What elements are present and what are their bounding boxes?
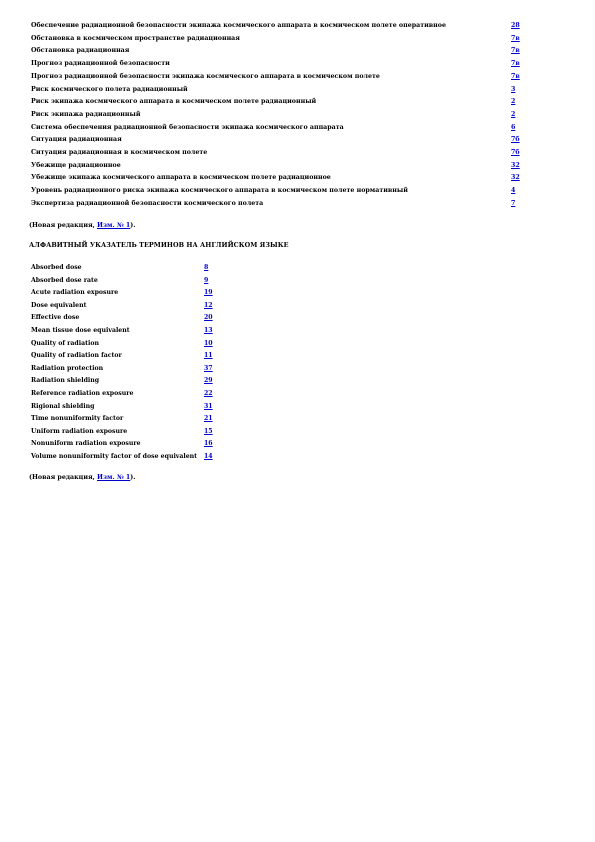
ru-index-row (31, 122, 520, 135)
term-number-link[interactable]: 7 (511, 199, 516, 207)
en-index-row (31, 350, 213, 363)
ru-index-row (31, 58, 520, 71)
ru-index-row (31, 109, 520, 122)
en-index-row (31, 413, 213, 426)
term-number-link[interactable]: 21 (204, 415, 213, 423)
revision-note (29, 474, 135, 481)
index-ref-cell (204, 338, 213, 351)
english-term-index (31, 262, 213, 464)
term-number-link[interactable]: 2 (511, 98, 516, 106)
ru-index-row (31, 185, 520, 198)
term-number-link[interactable]: 7б (511, 136, 520, 144)
en-index-row (31, 300, 213, 313)
term-number-link[interactable]: 6 (511, 123, 516, 131)
term-number-link[interactable]: 16 (204, 440, 213, 448)
index-term: Ситуация радиационная (31, 136, 122, 144)
index-term: Rigional shielding (31, 402, 95, 410)
term-number-link[interactable]: 9 (204, 276, 209, 284)
revision-note-suffix: ). (130, 474, 136, 481)
index-term: Absorbed dose rate (31, 276, 98, 284)
index-term: Уровень радиационного риска экипажа космического аппарата в космическом полете нормативный (31, 187, 408, 195)
term-number-link[interactable]: 7в (511, 60, 520, 68)
index-term: Прогноз радиационной безопасности (31, 60, 170, 68)
en-index-row (31, 262, 213, 275)
revision-note-suffix: ). (130, 222, 136, 229)
index-ref-cell (511, 109, 520, 122)
term-number-link[interactable]: 31 (204, 402, 213, 410)
ru-index-row (31, 134, 520, 147)
index-ref-cell (204, 438, 213, 451)
term-number-link[interactable]: 28 (511, 22, 520, 29)
ru-index-row (31, 33, 520, 46)
index-ref-cell (511, 58, 520, 71)
index-term: Обстановка радиационная (31, 47, 130, 55)
index-ref-cell (204, 363, 213, 376)
term-number-link[interactable]: 8 (204, 264, 209, 271)
ru-index-row (31, 198, 520, 211)
ru-index-row (31, 147, 520, 160)
amendment-link[interactable]: Изм. № 1 (97, 222, 131, 229)
ru-index-row (31, 84, 520, 97)
term-number-link[interactable]: 19 (204, 289, 213, 297)
index-ref-cell (511, 20, 520, 33)
index-ref-cell (511, 71, 520, 84)
russian-term-index (31, 20, 520, 211)
index-term: Reference radiation exposure (31, 389, 134, 397)
index-ref-cell (511, 45, 520, 58)
index-term: Обеспечение радиационной безопасности экипажа космического аппарата в космическом полете оперативное (31, 22, 446, 29)
index-term: Убежище радиационное (31, 161, 121, 169)
term-number-link[interactable]: 7в (511, 47, 520, 55)
term-number-link[interactable]: 29 (204, 377, 213, 385)
ru-index-row (31, 96, 520, 109)
revision-note-prefix: (Новая редакция, (29, 222, 98, 229)
term-number-link[interactable]: 4 (511, 187, 516, 195)
en-index-row (31, 401, 213, 414)
index-term: Absorbed dose (31, 264, 82, 271)
index-term: Effective dose (31, 314, 80, 322)
index-term: Обстановка в космическом пространстве радиационная (31, 34, 240, 42)
term-number-link[interactable]: 12 (204, 301, 213, 309)
term-number-link[interactable]: 20 (204, 314, 213, 322)
en-index-row (31, 388, 213, 401)
en-index-row (31, 287, 213, 300)
index-term: Убежище экипажа космического аппарата в космическом полете радиационное (31, 174, 331, 182)
term-number-link[interactable]: 10 (204, 339, 213, 347)
en-index-row (31, 363, 213, 376)
term-number-link[interactable]: 7в (511, 72, 520, 80)
en-index-row (31, 325, 213, 338)
revision-note-prefix: (Новая редакция, (29, 474, 98, 481)
ru-index-row (31, 20, 520, 33)
en-index-row (31, 375, 213, 388)
en-index-row (31, 312, 213, 325)
index-ref-cell (204, 375, 213, 388)
en-index-row (31, 451, 213, 464)
index-ref-cell (204, 275, 213, 288)
index-term: Dose equivalent (31, 301, 87, 309)
index-ref-cell (511, 134, 520, 147)
term-number-link[interactable]: 11 (204, 352, 213, 360)
ru-index-row (31, 45, 520, 58)
index-term: Прогноз радиационной безопасности экипажа космического аппарата в космическом полете (31, 72, 380, 80)
term-number-link[interactable]: 37 (204, 364, 213, 372)
index-term: Radiation shielding (31, 377, 100, 385)
amendment-link[interactable]: Изм. № 1 (97, 474, 131, 481)
index-term: Риск космического полета радиационный (31, 85, 188, 93)
index-ref-cell (511, 147, 520, 160)
index-ref-cell (204, 287, 213, 300)
index-ref-cell (204, 262, 213, 275)
index-term: Radiation protection (31, 364, 104, 372)
index-term: Риск экипажа радиационный (31, 110, 141, 118)
term-number-link[interactable]: 13 (204, 326, 213, 334)
term-number-link[interactable]: 3 (511, 85, 516, 93)
index-ref-cell (204, 325, 213, 338)
index-term: Quality of radiation (31, 339, 99, 347)
en-index-row (31, 426, 213, 439)
english-index-heading: АЛФАВИТНЫЙ УКАЗАТЕЛЬ ТЕРМИНОВ НА АНГЛИЙСКОМ ЯЗЫКЕ (29, 241, 289, 249)
index-term: Volume nonuniformity factor of dose equivalent (31, 452, 198, 460)
index-ref-cell (511, 185, 520, 198)
en-index-row (31, 275, 213, 288)
term-number-link[interactable]: 22 (204, 389, 213, 397)
index-ref-cell (204, 413, 213, 426)
en-index-row (31, 438, 213, 451)
index-ref-cell (204, 451, 213, 464)
ru-index-row (31, 160, 520, 173)
index-term: Mean tissue dose equivalent (31, 326, 130, 334)
index-ref-cell (511, 33, 520, 46)
index-term: Риск экипажа космического аппарата в космическом полете радиационный (31, 98, 317, 106)
term-number-link[interactable]: 2 (511, 110, 516, 118)
index-ref-cell (204, 426, 213, 439)
index-term: Ситуация радиационная в космическом полете (31, 149, 208, 157)
index-ref-cell (204, 388, 213, 401)
index-ref-cell (511, 160, 520, 173)
term-number-link[interactable]: 7б (511, 149, 520, 157)
index-term: Quality of radiation factor (31, 352, 122, 360)
index-ref-cell (511, 122, 520, 135)
index-term: Time nonuniformity factor (31, 415, 124, 423)
index-ref-cell (204, 300, 213, 313)
ru-index-row (31, 71, 520, 84)
en-index-row (31, 338, 213, 351)
term-number-link[interactable]: 14 (204, 452, 213, 460)
index-term: Acute radiation exposure (31, 289, 119, 297)
term-number-link[interactable]: 32 (511, 174, 520, 182)
index-term: Nonuniform radiation exposure (31, 440, 141, 448)
index-ref-cell (511, 198, 520, 211)
index-ref-cell (204, 401, 213, 414)
index-ref-cell (204, 350, 213, 363)
index-ref-cell (511, 84, 520, 97)
term-number-link[interactable]: 15 (204, 427, 213, 435)
revision-note (29, 222, 135, 229)
term-number-link[interactable]: 32 (511, 161, 520, 169)
index-ref-cell (511, 172, 520, 185)
index-ref-cell (204, 312, 213, 325)
index-term: Uniform radiation exposure (31, 427, 128, 435)
term-number-link[interactable]: 7в (511, 34, 520, 42)
index-term: Экспертиза радиационной безопасности космического полета (31, 199, 264, 207)
index-term: Система обеспечения радиационной безопасности экипажа космического аппарата (31, 123, 344, 131)
ru-index-row (31, 172, 520, 185)
index-ref-cell (511, 96, 520, 109)
